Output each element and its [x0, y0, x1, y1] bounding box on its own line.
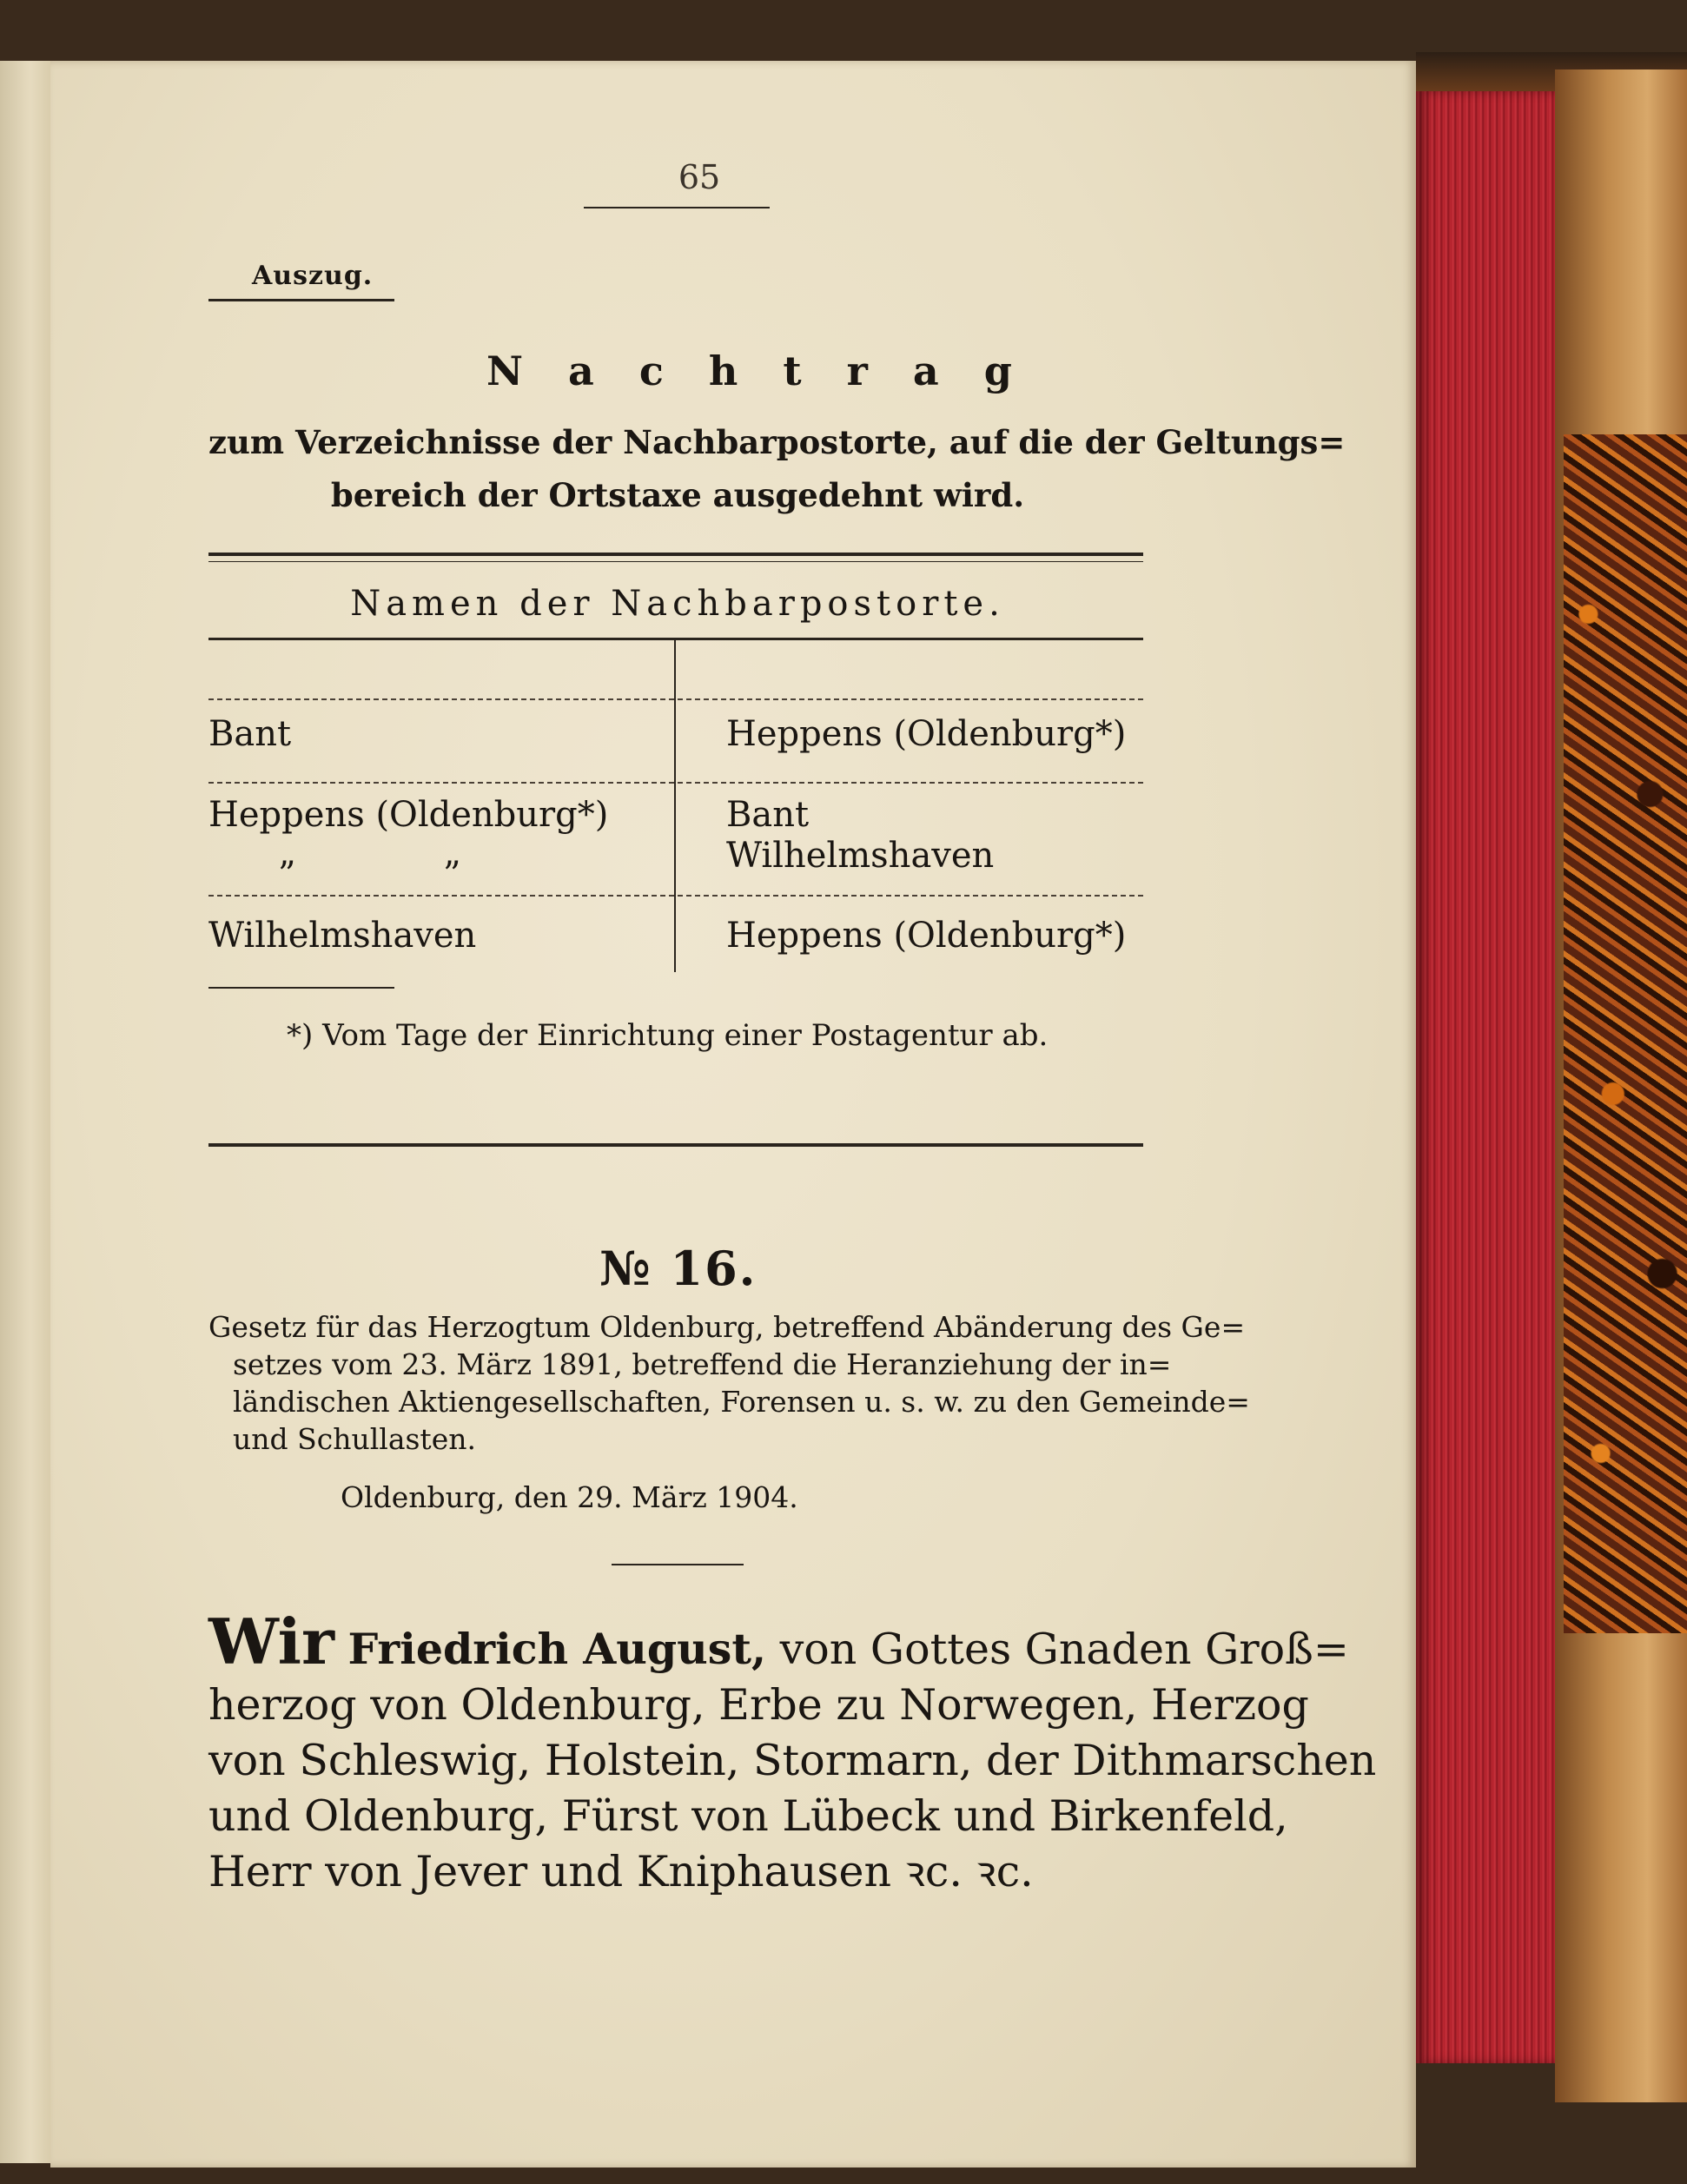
law-number: № 16. [599, 1241, 757, 1296]
preamble-name: Friedrich August, [347, 1624, 767, 1674]
table-top-rule-thin [208, 561, 1143, 562]
table-top-rule [208, 553, 1143, 556]
preamble-lead: Wir [208, 1605, 334, 1678]
preamble-line: von Schleswig, Holstein, Stormarn, der Dithmarschen [208, 1736, 1377, 1785]
table-cell-right: Heppens (Oldenburg*) [726, 916, 1127, 956]
footnote: *) Vom Tage der Einrichtung einer Postagentur ab. [287, 1018, 1049, 1053]
ditto-mark: ” [278, 855, 296, 895]
section-divider-rule [208, 1143, 1143, 1147]
table-dash-row [208, 782, 1143, 785]
page-number: 65 [678, 158, 721, 196]
page-edges [1416, 91, 1555, 2063]
table-cell-left: Wilhelmshaven [208, 916, 477, 956]
date-rule [612, 1564, 744, 1565]
subtitle-line-1: zum Verzeichnisse der Nachbarpostorte, auf die der Geltungs= [208, 423, 1346, 461]
table-cell-left: Bant [208, 714, 292, 754]
ditto-mark: ” [443, 855, 461, 895]
table-header: Namen der Nachbarpostorte. [350, 584, 1005, 624]
preamble-line [208, 1605, 1349, 1678]
law-title-line: ländischen Aktiengesellschaften, Forensen u. s. w. zu den Gemeinde= [233, 1385, 1250, 1419]
auszug-label: Auszug. [252, 261, 374, 291]
table-dash-row [208, 698, 1143, 702]
footnote-rule [208, 987, 394, 989]
document-title: N a c h t r a g [486, 347, 1028, 394]
subtitle-line-2: bereich der Ortstaxe ausgedehnt wird. [330, 476, 1025, 514]
preamble-line-rest: von Gottes Gnaden Groß= [779, 1625, 1349, 1674]
table-column-divider [674, 640, 676, 972]
law-title-line: und Schullasten. [233, 1422, 476, 1456]
table-cell-right: Heppens (Oldenburg*) [726, 714, 1127, 754]
preamble-line: Herr von Jever und Kniphausen ꝛc. ꝛc. [208, 1847, 1034, 1896]
law-title-line: setzes vom 23. März 1891, betreffend die Heranziehung der in= [233, 1347, 1172, 1381]
auszug-underline [208, 299, 394, 301]
left-page-edge [0, 61, 52, 2163]
law-date: Oldenburg, den 29. März 1904. [341, 1480, 798, 1514]
marbled-cover [1564, 434, 1687, 1633]
table-cell-right: Bant [726, 795, 810, 835]
preamble [208, 1605, 1377, 1900]
law-title-line: Gesetz für das Herzogtum Oldenburg, betreffend Abänderung des Ge= [208, 1310, 1246, 1344]
table-cell-left: Heppens (Oldenburg*) [208, 795, 609, 835]
table-dash-row [208, 895, 1143, 898]
preamble-line: und Oldenburg, Fürst von Lübeck und Birkenfeld, [208, 1791, 1288, 1841]
preamble-line: herzog von Oldenburg, Erbe zu Norwegen, Herzog [208, 1680, 1309, 1730]
page-number-rule [584, 207, 770, 208]
table-header-rule [208, 638, 1143, 640]
table-cell-right: Wilhelmshaven [726, 836, 995, 876]
law-title [208, 1308, 1250, 1458]
